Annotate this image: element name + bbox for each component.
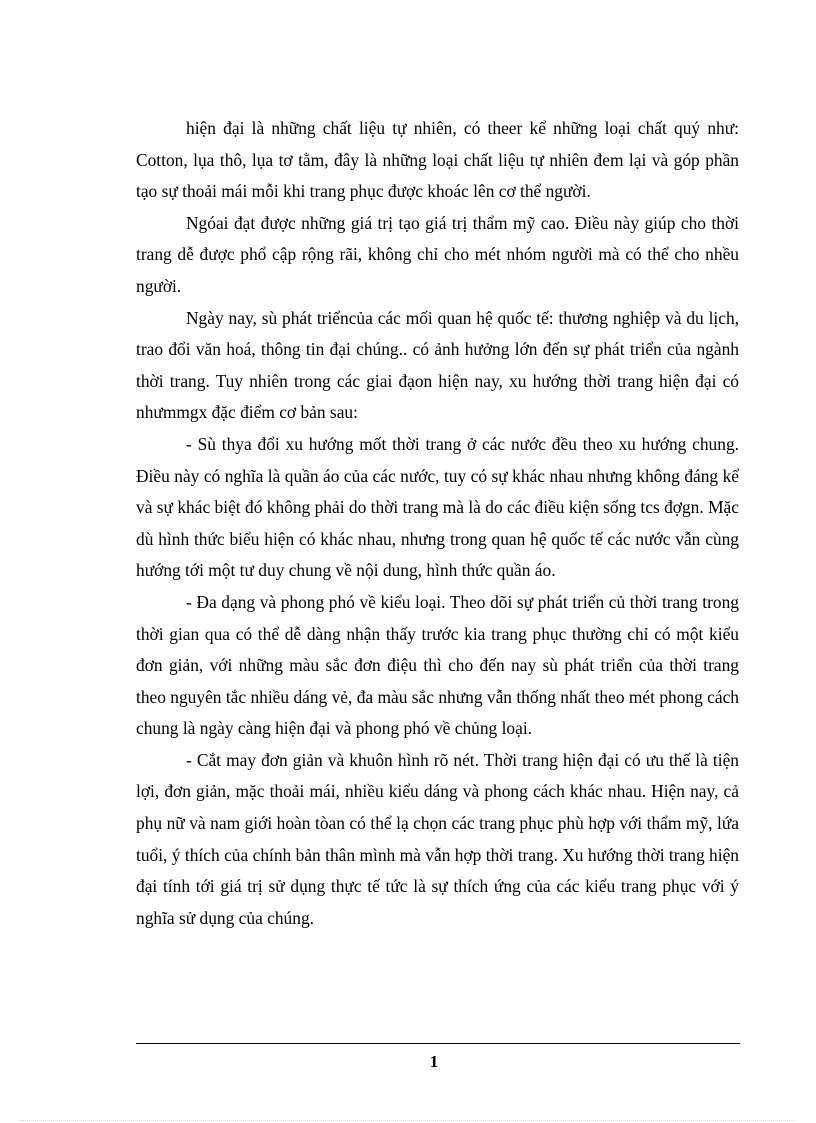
page-bottom-border (20, 1120, 796, 1121)
paragraph-natural-materials: hiện đại là những chất liệu tự nhiên, có theer kể những loại chất quý như: Cotton, lụa thô, lụa tơ tằm, đây là những loại chất liệu tự nhiên đem lại và góp phần tạo sự thoải mái mỗi khi trang phục được khoác lên cơ thể người. (136, 118, 739, 202)
paragraph-international-relations: Ngày nay, sù phát triểncủa các mối quan hệ quốc tế: thương nghiệp và du lịch, trao đổi văn hoá, thông tin đại chúng.. có ảnh hưởng lớn đến sự phát triển của ngành thời trang. Tuy nhiên trong các giai đạon hiện nay, xu hướng thời trang hiện đại có nhưmmgx đặc điểm cơ bản sau: (136, 307, 739, 423)
page-number: 1 (429, 1052, 439, 1071)
paragraph-simple-cut: - Cắt may đơn giản và khuôn hình rõ nét. Thời trang hiện đại có ưu thế là tiện lợi, đơn giản, mặc thoải mái, nhiều kiểu dáng và phong cách khác nhau. Hiện nay, cả phụ nữ và nam giới hoàn tòan có thể lạ chọn các trang phục phù hợp với thẩm mỹ, lứa tuổi, ý thích của chính bản thân mình mà vẫn hợp thời trang. Xu hướng thời trang hiện đại tính tới giá trị sử dụng thực tế tức là sự thích ứng của các kiểu trang phục với ý nghĩa sử dụng của chúng. (136, 749, 739, 928)
paragraph-aesthetic-value: Ngóai đạt được những giá trị tạo giá trị thẩm mỹ cao. Điều này giúp cho thời trang dễ được phổ cập rộng rãi, không chỉ cho mét nhóm người mà có thể cho nhều người. (136, 212, 739, 296)
footer-divider (136, 1043, 740, 1044)
paragraph-common-trend: - Sù thya đổi xu hướng mốt thời trang ở các nước đều theo xu hướng chung. Điều này có nghĩa là quần áo của các nước, tuy có sự khác nhau nhưng không đáng kể và sự khác biệt đó không phải do thời trang mà là do các điều kiện sống tcs đợgn. Mặc dù hình thức biểu hiện có khác nhau, nhưng trong quan hệ quốc tế các nước vẫn cùng hướng tới một tư duy chung về nội dung, hình thức quần áo. (136, 433, 739, 581)
body-text (136, 113, 739, 934)
paragraph-diversity: - Đa dạng và phong phó về kiểu loại. Theo dõi sự phát triển củ thời trang trong thời gian qua có thể dễ dàng nhận thấy trước kia trang phục thường chỉ có một kiểu đơn giản, với những màu sắc đơn điệu thì cho đến nay sù phát triển của thời trang theo nguyên tắc nhiều dáng vẻ, đa màu sắc nhưng vẫn thống nhất theo mét phong cách chung là ngày càng hiện đại và phong phó về chủng loại. (136, 591, 739, 739)
